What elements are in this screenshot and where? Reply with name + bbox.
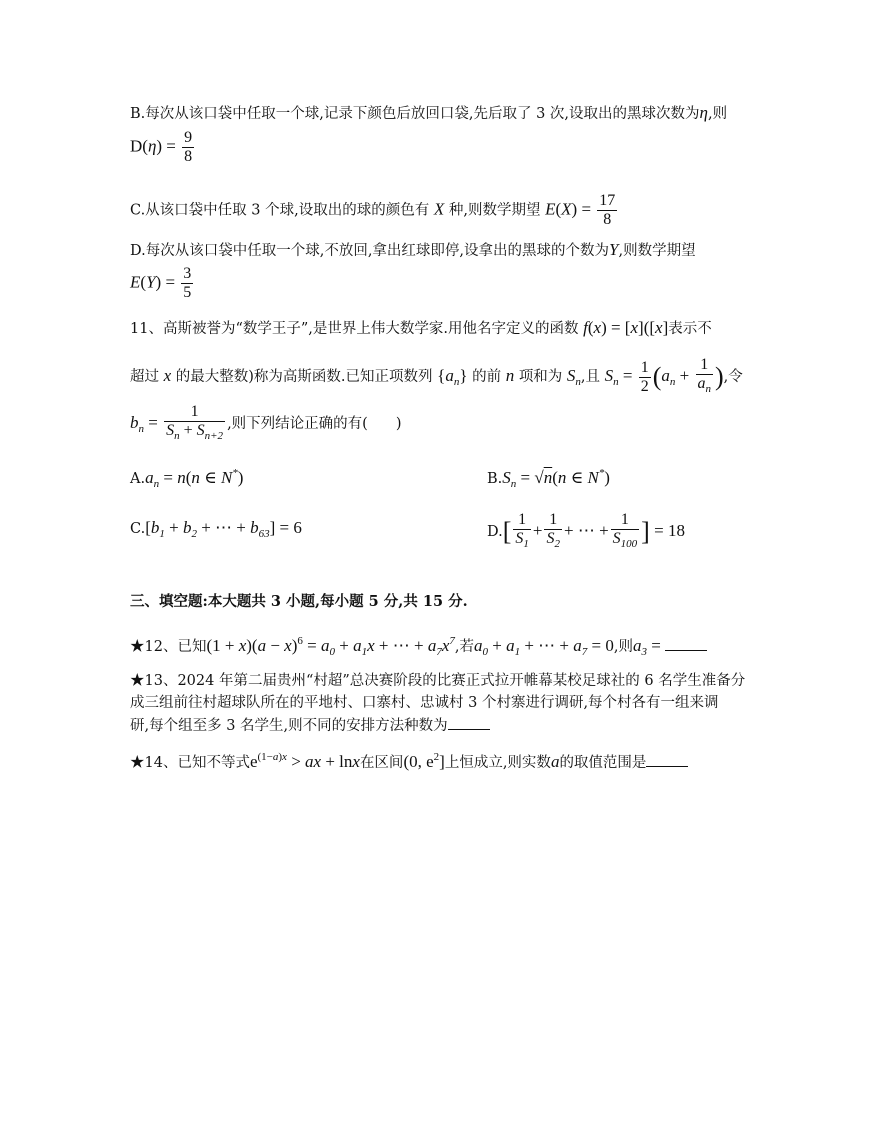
q14-text-b: 在区间: [359, 755, 404, 771]
q11-option-b-label: B.: [487, 471, 503, 487]
q14-text-d: 的取值范围是: [559, 755, 647, 771]
q14-line: ★14、已知不等式$e^{(1-a)x}$ > ax + lnx在区间(0, $e^2$]上恒成立,则实数a的取值范围是: [130, 747, 688, 773]
q11-option-a-label: A.: [130, 471, 146, 487]
q12-text-b: ,若: [454, 639, 474, 655]
option-c-mid: 种,则数学期望: [448, 202, 541, 219]
fraction-1-an: $\frac{1}{a_n}$: [697, 356, 711, 395]
section-heading: 三、填空题:本大题共 3 小题,每小题 5 分,共 15 分.: [130, 593, 468, 610]
q12-text-c: ,则: [613, 639, 633, 655]
option-d-suffix: ,则数学期望: [618, 243, 696, 259]
q11-text-h: ,令: [723, 369, 743, 385]
q13-text: 研,每个组至多 3 名学生,则不同的安排方法种数为: [130, 718, 448, 734]
fraction-bn: $\frac{1}{S_n + S_{n+2}}$: [166, 403, 224, 442]
q11-option-c-label: C.: [130, 521, 146, 537]
option-d-formula: E(Y) = $\frac{3}{5}$: [130, 265, 192, 301]
option-b-formula: D(η) = $\frac{9}{8}$: [130, 129, 193, 165]
q11-text-b: 表示不: [668, 321, 712, 337]
q11-option-a: $A.a_n = n(n$ ∈ N*): [130, 467, 244, 490]
q13-line1: ★13、2024 年第二届贵州“村超”总决赛阶段的比赛正式拉开帷幕某校足球社的 6 名学生准备分: [130, 673, 746, 689]
q11-option-c-value: 6: [293, 518, 302, 537]
q13-line2: 成三组前往村超球队所在的平地村、口寨村、忠诚村 3 个村寨进行调研,每个村各有一组来调: [130, 695, 719, 711]
q11-text-j: ): [395, 416, 402, 432]
fraction-9-8: $\frac{9}{8}$: [184, 129, 193, 165]
option-c-text: C.从该口袋中任取 3 个球,设取出的球的颜色有: [130, 202, 430, 219]
q11-option-d-value: 18: [667, 521, 685, 540]
option-b-line1: B.每次从该口袋中任取一个球,记录下颜色后放回口袋,先后取了 3 次,设取出的黑球次数为η,则: [130, 103, 728, 122]
option-b-text: B.每次从该口袋中任取一个球,记录下颜色后放回口袋,先后取了 3 次,设取出的黑球次数为: [130, 106, 700, 122]
q11-text-d: 的最大整数)称为高斯函数.已知正项数列: [175, 369, 433, 385]
q14-answer-blank[interactable]: [646, 752, 688, 767]
q14-text-c: 上恒成立,则实数: [444, 755, 551, 771]
q11-option-d: D.[ $\frac{1}{S_1}$ + $\frac{1}{S_2}$ + ⋯ + $\frac{1}{S_{100}}$ ] = 18: [487, 511, 685, 550]
q11-text-g: ,且: [580, 369, 601, 385]
option-d-text: D.每次从该口袋中任取一个球,不放回,拿出红球即停,设拿出的黑球的个数为: [130, 243, 610, 259]
q11-text-e: 的前: [472, 369, 502, 385]
q11-text-c: 超过: [130, 369, 159, 385]
q11-text-f: 项和为: [518, 369, 563, 385]
q12-line: ★12、已知$(1 + x)(a - x)^6 = a_0 + a_1x$ + ⋯ + $a_7x^7$,若$a_0 + a_1$ + ⋯ + $a_7 = 0$,则$a_3$ =: [130, 631, 707, 662]
q12-answer-blank[interactable]: [665, 636, 707, 651]
q11-line3: $b_n$ = $\frac{1}{S_n + S_{n+2}}$ ,则下列结论正确的有( ): [130, 403, 402, 445]
option-c-line: C.从该口袋中任取 3 个球,设取出的球的颜色有 X 种,则数学期望 E(X) = $\frac{17}{8}$: [130, 192, 616, 228]
option-b-suffix: ,则: [707, 106, 728, 122]
q11-option-b: $B.S_n = √n(n$ ∈ N*): [487, 467, 610, 490]
q11-line2: 超过 x 的最大整数)称为高斯函数.已知正项数列 $\{a_n\}$ 的前 n 项和为 $S_n$,且 $S_n$ = $\frac{1}{2}$ ($a_n$ + $\frac{1}{a_n}$ ),令: [130, 356, 743, 398]
fraction-3-5: $\frac{3}{5}$: [183, 265, 192, 301]
q11-text-a: 11、高斯被誉为“数学王子”,是世界上伟大数学家.用他名字定义的函数: [130, 321, 579, 337]
q11-option-c: $C.[b_1 + b_2$ + ⋯ + $b_{63}] = 6$: [130, 518, 302, 540]
q11-option-d-label: D.: [487, 524, 503, 540]
variance-symbol: D: [130, 136, 143, 156]
q13-answer-blank[interactable]: [448, 715, 490, 730]
q11-text-i: ,则下列结论正确的有(: [227, 416, 368, 432]
q14-text-a: ★14、已知不等式: [130, 755, 250, 771]
q13-line3: [130, 715, 490, 736]
fraction-half: $\frac{1}{2}$: [640, 358, 649, 395]
q11-line1: 11、高斯被誉为“数学王子”,是世界上伟大数学家.用他名字定义的函数 f(x) = [x]([x]表示不: [130, 318, 712, 337]
fraction-17-8: $\frac{17}{8}$: [599, 192, 616, 228]
q12-text-a: ★12、已知: [130, 639, 207, 655]
option-d-line1: D.每次从该口袋中任取一个球,不放回,拿出红球即停,设拿出的黑球的个数为Y,则数学期望: [130, 240, 696, 259]
